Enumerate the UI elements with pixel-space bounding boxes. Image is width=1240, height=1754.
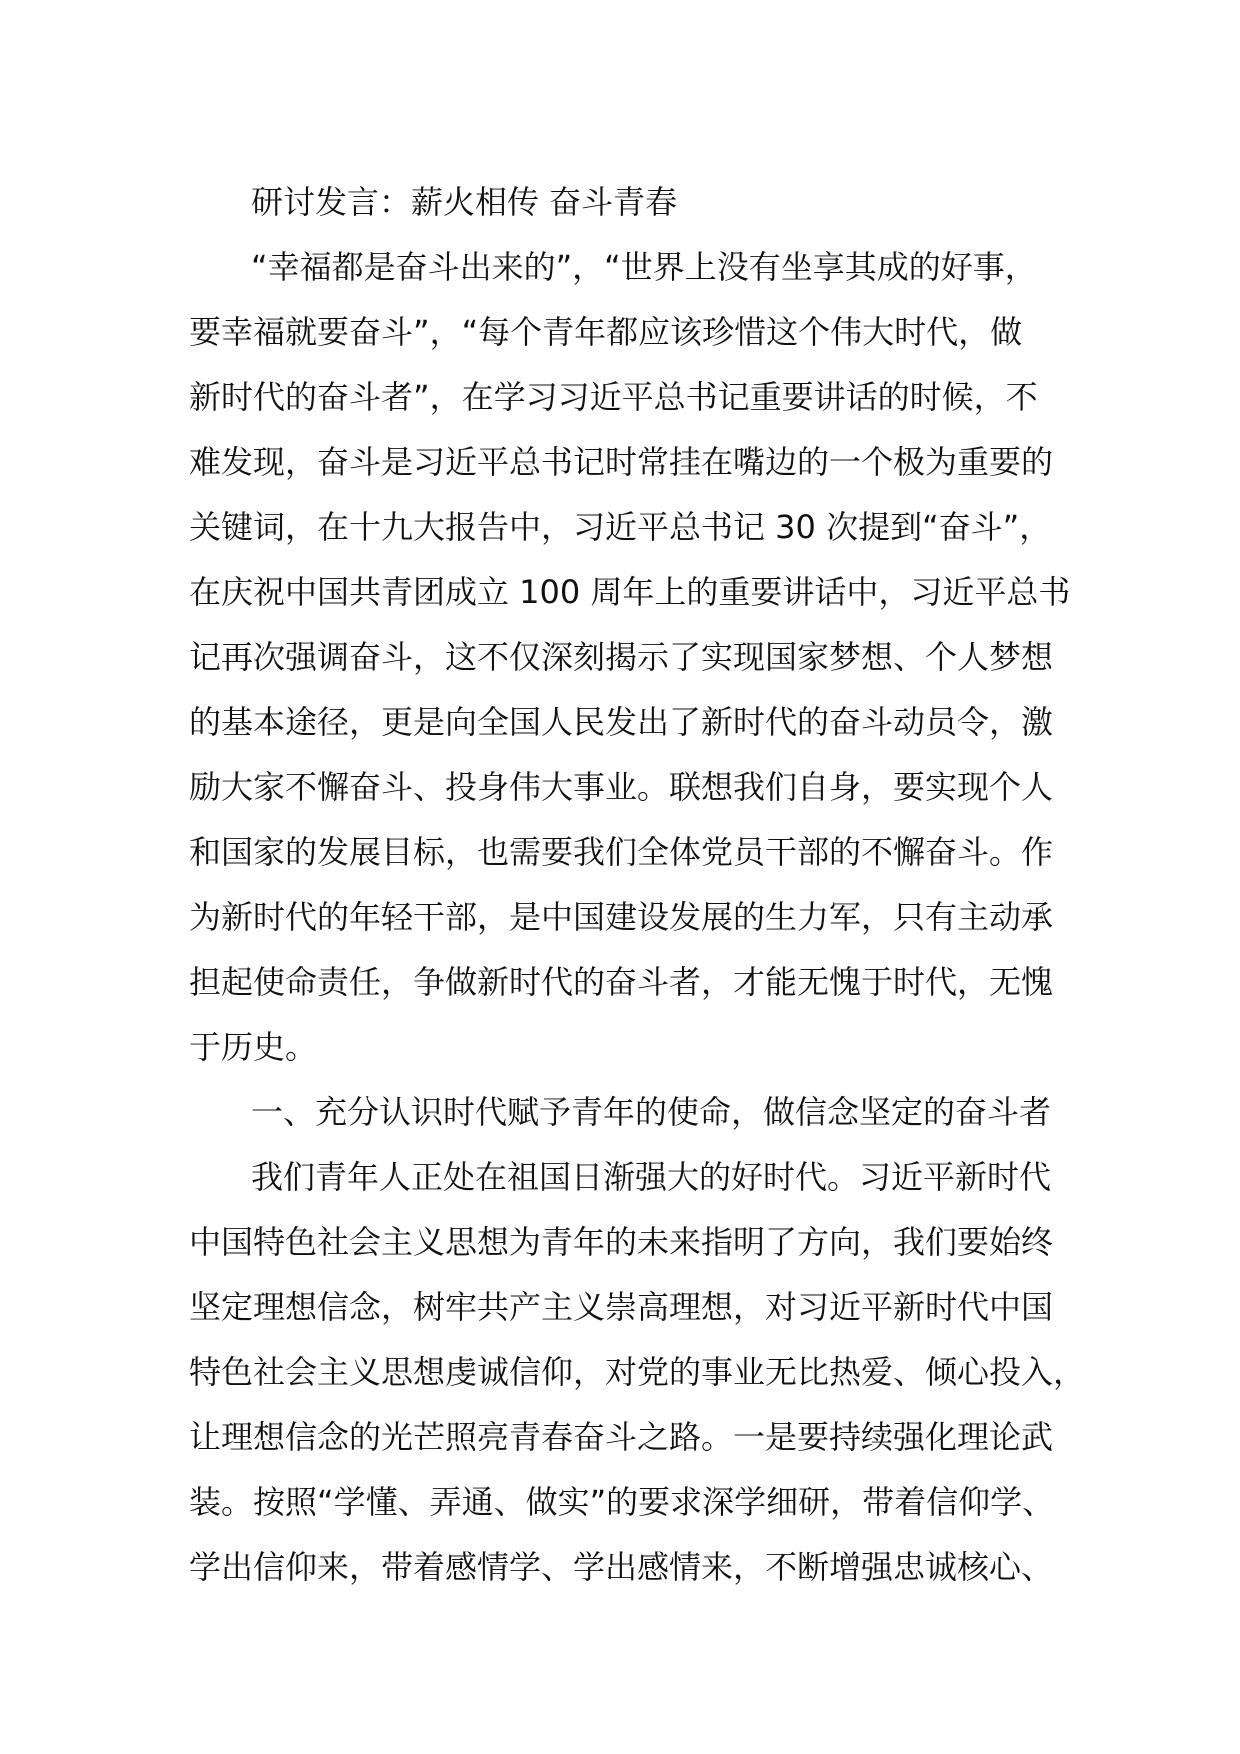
paragraph-line: 于历史。 [189, 1028, 318, 1066]
paragraph-line: 记再次强调奋斗，这不仅深刻揭示了实现国家梦想、个人梦想 [189, 638, 1054, 676]
paragraph-line: 为新时代的年轻干部，是中国建设发展的生力军，只有主动承 [189, 898, 1054, 936]
paragraph-line: 我们青年人正处在祖国日渐强大的好时代。习近平新时代 [251, 1158, 1052, 1196]
paragraph-line: 中国特色社会主义思想为青年的未来指明了方向，我们要始终 [189, 1223, 1054, 1261]
document-title: 研讨发言：薪火相传 奋斗青春 [251, 183, 678, 221]
paragraph-line: 特色社会主义思想虔诚信仰，对党的事业无比热爱、倾心投入， [189, 1353, 1086, 1391]
paragraph-line: 的基本途径，更是向全国人民发出了新时代的奋斗动员令，激 [189, 703, 1054, 741]
paragraph-line: 要幸福就要奋斗”，“每个青年都应该珍惜这个伟大时代，做 [189, 313, 1023, 351]
paragraph-line: 关键词，在十九大报告中，习近平总书记 30 次提到“奋斗”， [189, 508, 1052, 546]
paragraph-line: 装。按照“学懂、弄通、做实”的要求深学细研，带着信仰学、 [189, 1483, 1055, 1521]
paragraph-line: 和国家的发展目标，也需要我们全体党员干部的不懈奋斗。作 [189, 833, 1054, 871]
paragraph-line: 让理想信念的光芒照亮青春奋斗之路。一是要持续强化理论武 [189, 1418, 1054, 1456]
section-heading: 一、充分认识时代赋予青年的使命，做信念坚定的奋斗者 [251, 1093, 1052, 1131]
paragraph-line: 担起使命责任，争做新时代的奋斗者，才能无愧于时代，无愧 [189, 963, 1054, 1001]
paragraph-line: 难发现，奋斗是习近平总书记时常挂在嘴边的一个极为重要的 [189, 443, 1054, 481]
paragraph-line: 在庆祝中国共青团成立 100 周年上的重要讲话中，习近平总书 [189, 573, 1071, 611]
document-body [189, 170, 1086, 1600]
paragraph-line: “幸福都是奋斗出来的”，“世界上没有坐享其成的好事， [251, 248, 1037, 286]
paragraph-line: 学出信仰来，带着感情学、学出感情来，不断增强忠诚核心、 [189, 1548, 1054, 1586]
paragraph-line: 新时代的奋斗者”，在学习习近平总书记重要讲话的时候，不 [189, 378, 1038, 416]
paragraph-line: 坚定理想信念，树牢共产主义崇高理想，对习近平新时代中国 [189, 1288, 1054, 1326]
paragraph-line: 励大家不懈奋斗、投身伟大事业。联想我们自身，要实现个人 [189, 768, 1054, 806]
